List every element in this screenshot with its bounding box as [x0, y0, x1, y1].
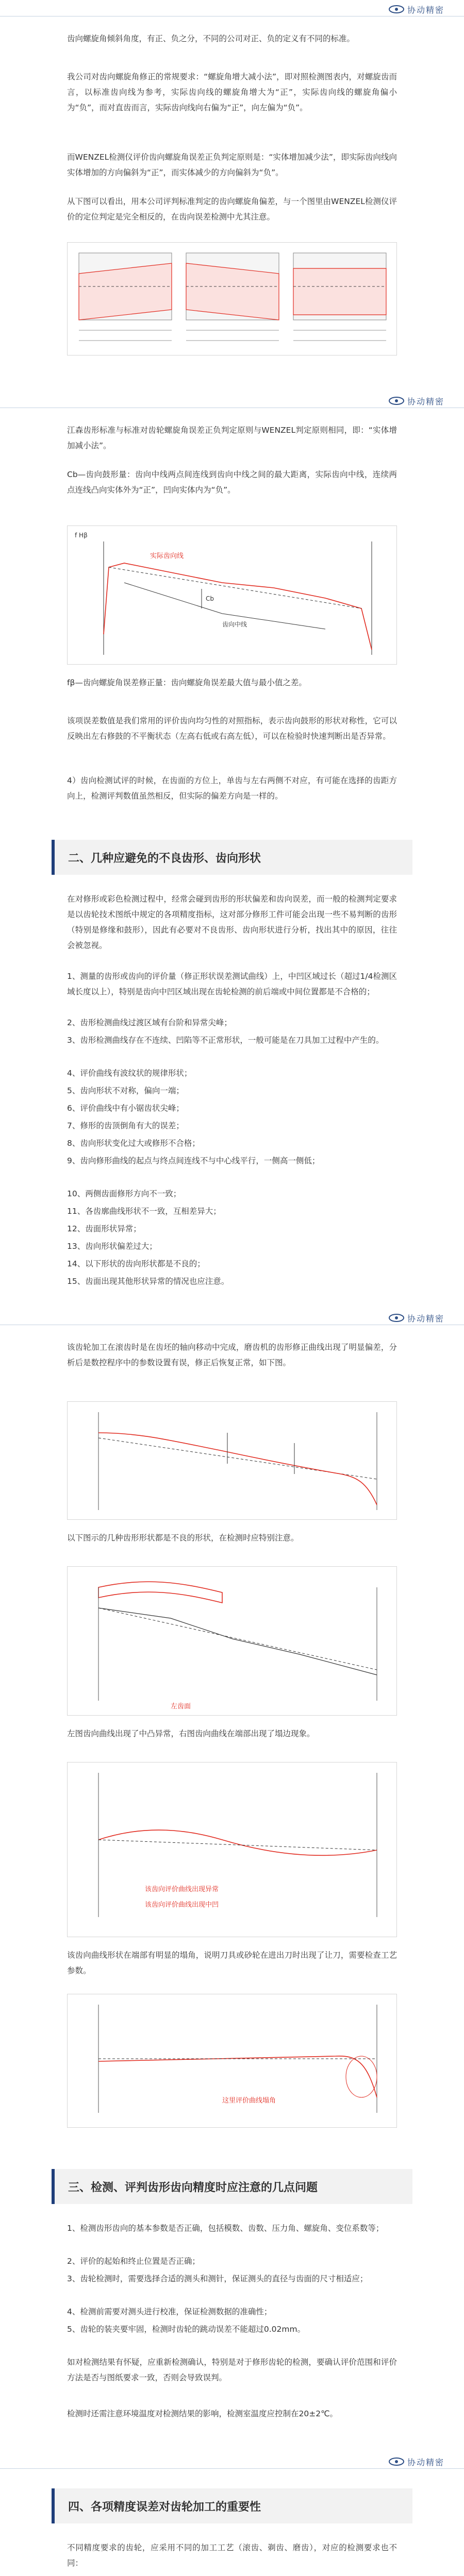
page-header — [0, 0, 464, 21]
figure-helix-direction — [67, 242, 397, 355]
actual-helix-label: 实际齿向线 — [150, 552, 184, 560]
paragraph: 7、修形的齿顶倒角有大的误差； — [67, 1121, 184, 1130]
paragraph: 江森齿形标准与标准对齿轮螺旋角误差正负判定原则与WENZEL判定原则相同，即：“实体增加减小法”。 — [67, 426, 397, 450]
paragraph: 14、以下形状的齿向形状都是不良的； — [67, 1259, 205, 1268]
paragraph: 2、齿形检测曲线过渡区域有台阶和异常尖峰； — [67, 1018, 232, 1027]
gear-logo-icon — [389, 1313, 404, 1323]
paragraph: 13、齿向形状偏差过大； — [67, 1242, 157, 1251]
paragraph: 左图齿向曲线出现了中凸异常，右图齿向曲线在端部出现了塌边现象。 — [67, 1729, 315, 1738]
paragraph: 4、检测前需要对测头进行校准，保证检测数据的准确性； — [67, 2307, 272, 2316]
page-header — [0, 392, 464, 412]
paragraph: 5、齿向形状不对称，偏向一端； — [67, 1086, 184, 1095]
section-title: 三、检测、评判齿形齿向精度时应注意的几点问题 — [68, 2181, 318, 2194]
page-header — [0, 2452, 464, 2473]
paragraph: 如对检测结果有怀疑，应重新检测确认，特别是对于修形齿轮的检测，要确认评价范围和评价方法是否与图纸要求一致，否则会导致误判。 — [67, 2358, 397, 2382]
paragraph: 4、评价曲线有波纹状的规律形状； — [67, 1069, 192, 1078]
paragraph: 检测时还需注意环境温度对检测结果的影响，检测室温度应控制在20±2℃。 — [67, 2409, 338, 2418]
helix-midline-label: 齿向中线 — [222, 621, 247, 628]
brand-logo — [389, 3, 444, 15]
abnormal-curve-label: 该齿向评价曲线出现异常 — [145, 1886, 219, 1893]
crowning-label: Cb — [206, 595, 214, 602]
paragraph: 我公司对齿向螺旋角修正的常规要求：“螺旋角增大减小法”，即对照检测图表内，对螺旋齿而言，以标准齿向线为参考，实际齿向线的螺旋角增大为“正”，实际齿向线的螺旋角偏小为“负”，而对直齿而言，实际齿向线向右偏为“正”，向左偏为“负”。 — [67, 72, 397, 112]
concave-curve-label: 该齿向评价曲线出现中凹 — [145, 1901, 219, 1909]
section-header — [52, 2169, 412, 2204]
paragraph: 15、齿面出现其他形状异常的情况也应注意。 — [67, 1277, 229, 1286]
paragraph: 6、评价曲线中有小锯齿状尖峰； — [67, 1104, 184, 1113]
section-title: 二、几种应避免的不良齿形、齿向形状 — [68, 852, 261, 865]
gear-logo-icon — [389, 396, 404, 405]
paragraph: 1、检测齿形齿向的基本参数是否正确，包括模数、齿数、压力角、螺旋角、变位系数等； — [67, 2224, 384, 2233]
figure-profile-curve — [67, 1401, 397, 1520]
paragraph: Cb—齿向鼓形量：齿向中线两点间连线到齿向中线之间的最大距离，实际齿向中线，连续两点连线凸向实体外为“正”，凹向实体内为“负”。 — [67, 470, 397, 495]
section-header — [52, 2488, 412, 2523]
brand-logo — [389, 395, 444, 407]
section-title: 四、各项精度误差对齿轮加工的重要性 — [68, 2500, 261, 2514]
paragraph: 该项误差数值是我们常用的评价齿向均匀性的对照指标，表示齿向鼓形的形状对称性，它可以反映出左右修鼓的不平衡状态（左高右低或右高左低），可以在检验时快速判断出是否异常。 — [67, 716, 397, 741]
paragraph: 不同精度要求的齿轮，应采用不同的加工工艺（滚齿、剃齿、磨齿），对应的检测要求也不同： — [67, 2543, 397, 2568]
paragraph: fβ—齿向螺旋角误差修正量：齿向螺旋角误差最大值与最小值之差。 — [67, 678, 307, 687]
brand-logo — [389, 2455, 444, 2468]
left-flank-label: 左齿面 — [171, 1703, 191, 1710]
paragraph: 3、齿轮检测时，需要选择合适的测头和测针，保证测头的直径与齿面的尺寸相适应； — [67, 2274, 368, 2283]
paragraph: 该齿轮加工在滚齿时是在齿坯的轴向移动中完成，磨齿机的齿形修正曲线出现了明显偏差，分析后是数控程序中的参数设置有误，修正后恢复正常，如下图。 — [67, 1343, 397, 1367]
edge-drop-diagram — [68, 1994, 397, 2128]
slot-diagram-2 — [186, 253, 279, 320]
helix-abnormal-diagram — [68, 1762, 397, 1938]
helix-evaluation-diagram — [68, 526, 397, 665]
edge-drop-label: 这里评价曲线塌角 — [222, 2097, 276, 2105]
paragraph: 以下图示的几种齿形形状都是不良的形状，在检测时应特别注意。 — [67, 1533, 299, 1543]
paragraph: 1、测量的齿形或齿向的评价量（修正形状误差测试曲线）上，中凹区域过长（超过1/4检测区域长度以上），特别是齿向中凹区域出现在齿轮检测的前后端或中间位置都是不合格的； — [67, 972, 397, 996]
paragraph: 10、两侧齿面修形方向不一致； — [67, 1189, 181, 1198]
figure-tooth-flank — [67, 1566, 397, 1716]
tooth-flank-diagram — [68, 1567, 397, 1716]
brand-name: 协动精密 — [407, 2457, 444, 2467]
paragraph: 8、齿向形状变化过大或修形不合格； — [67, 1139, 200, 1148]
brand-logo — [389, 1312, 444, 1324]
gear-logo-icon — [389, 2457, 404, 2466]
figure-helix-curve — [67, 526, 397, 665]
paragraph: 在对修形或彩色检测过程中，经常会碰到齿形的形状偏差和齿向误差，而一般的检测判定要求是以齿轮技术图纸中规定的各项精度指标，这对部分修形工件可能会出现一些不易判断的齿形（特别是修缘和鼓形），因此有必要对不良齿形、齿向形状进行分析，找出其中的原因，往往会被忽视。 — [67, 894, 397, 950]
brand-name: 协动精密 — [407, 396, 444, 406]
paragraph: 5、齿轮的装夹要牢固，检测时齿轮的跳动误差不能超过0.02mm。 — [67, 2325, 306, 2334]
paragraph: 4）齿向检测试评的时候，在齿面的方位上，单齿与左右两侧不对应，有可能在选择的齿距方向上，检测评判数值虽然相反，但实际的偏差方向是一样的。 — [67, 776, 397, 801]
paragraph: 11、各齿廓曲线形状不一致，互相差异大； — [67, 1207, 221, 1216]
paragraph: 齿向螺旋角倾斜角度，有正、负之分，不同的公司对正、负的定义有不同的标准。 — [67, 34, 355, 43]
paragraph: 12、齿面形状异常； — [67, 1224, 141, 1233]
brand-name: 协动精密 — [407, 1313, 444, 1324]
paragraph: 9、齿向修形曲线的起点与终点间连线不与中心线平行，一侧高一侧低； — [67, 1156, 320, 1165]
brand-name: 协动精密 — [407, 5, 444, 15]
slot-diagram-3 — [293, 253, 386, 320]
corner-label: f Hβ — [75, 532, 88, 539]
page-header — [0, 1309, 464, 1329]
gear-logo-icon — [389, 5, 404, 14]
paragraph: 从下图可以看出，用本公司评判标准判定的齿向螺旋角偏差，与一个图里由WENZEL检测仪评价的定位判定是完全相反的，在齿向误差检测中尤其注意。 — [67, 197, 397, 222]
paragraph: 该齿向曲线形状在端部有明显的塌角，说明刀具或砂轮在进出刀时出现了让刀，需要检查工艺参数。 — [67, 1951, 397, 1975]
profile-curve-diagram — [68, 1402, 397, 1520]
paragraph: 2、评价的起始和终止位置是否正确； — [67, 2257, 200, 2266]
paragraph: 3、齿形检测曲线存在不连续、凹陷等不正常形状，一般可能是在刀具加工过程中产生的。 — [67, 1036, 384, 1045]
figure-helix-abnormal — [67, 1762, 397, 1937]
figure-edge-drop — [67, 1994, 397, 2128]
helix-direction-diagram — [68, 243, 397, 356]
slot-diagram-1 — [79, 253, 172, 320]
paragraph: 而WENZEL检测仪评价齿向螺旋角误差正负判定原则是：“实体增加减少法”，即实际齿向线向实体增加的方向偏斜为“正”，而实体减少的方向偏斜为“负”。 — [67, 152, 397, 177]
section-header — [52, 840, 412, 875]
